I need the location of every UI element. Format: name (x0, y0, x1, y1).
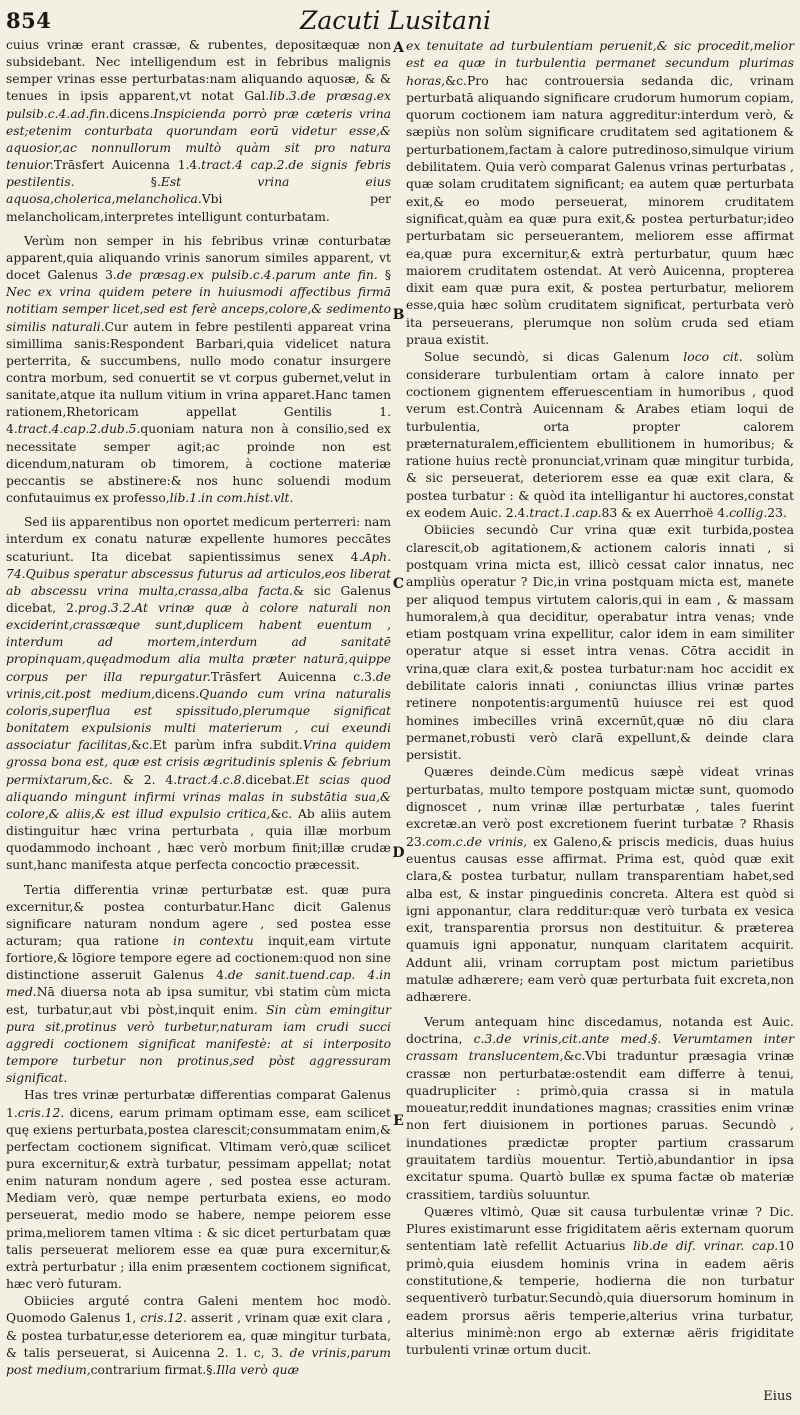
right-column-paragraph (406, 1203, 794, 1359)
text-run: §. (74, 175, 161, 190)
italic-citation: At vrinæ quæ à colore naturali non exciderint,crassæque sunt,duplicem habent euentum , interdum ad mortem,interdum ad sanitatē propinquam,quęadmodum alia multa præter naturā,quippe corpus per illa repurgatur. (6, 601, 391, 684)
text-run: & sic Galenus dicebat, 2. (6, 583, 391, 615)
text-run: Trāsfert Auicenna 1.4. (53, 158, 202, 173)
text-run: 10 primò,quia eiusdem hominis vrina in eadem aëris constitutione,& temperie, hodierna die non turbatur sequentiverò turbatur.Secundò,quia diuersorum hominum in eadem prorsus aëris temperie,alterius vrina turbatur, alterius minimè:non ergo ab externæ aëris frigiditate turbulenti vrinæ ortum ducit. (406, 1238, 794, 1358)
text-run: asserit , vrinam quæ exit clara , & postea turbatur,esse deteriorem ea, quæ mingitur turbata, & talis perseuerat, si Auicenna 2. 1. c, 3. (6, 1311, 391, 1360)
text-run: 23. (767, 505, 787, 521)
italic-citation: Est vrina eius aquosa,cholerica,melancholica. (6, 175, 392, 207)
italic-citation: Quando cum vrina naturalis coloris,superflua est spissitudo,plerumque significat bonitatem expulsionis multi materierum , cui exeundi associatur facilitas, (6, 686, 391, 753)
margin-letters (391, 0, 406, 1415)
text-run: Sed iis apparentibus non oportet medicum perterreri: nam interdum ex conatu naturæ expellente humores peccātes scaturiunt. Ita dicebat sapientissimus senex 4. (6, 515, 391, 564)
italic-citation: prog.3.2. (77, 601, 135, 615)
italic-citation: lib.de dif. vrinar. cap. (633, 1238, 779, 1254)
catchword: Eius (763, 1389, 792, 1404)
text-run: &c.Pro hac controuersia sedanda dic, vrinam perturbatā aliquando significare crudorum humorum copiam, quorum coctionem iam natura aggreditur:interdum verò, & sæpiùs non solùm significare cruditatem sed agitationem & perturbationem,factam à calore putredinoso,simulque virium debilitatem. Quia verò comparat Galenus vrinas perturbatas , quæ solam cruditatem significant; ea autem quæ perturbata exit,& eo modo perseuerat, minorem cruditatem significat,quàm ea quæ pura exit,& postea perturbatur;ideo perturbatam sic perseuerantem, meliorem esse affirmat ea,quæ pura excernitur,& extrà perturbatur, quum hæc maiorem cruditatem ostendat. At verò Auicenna, propterea dixit eam quæ pura exit, & postea perturbatur, meliorem esse,quia hæc solùm cruditatem significat, perturbata verò ita perseuerans, plerumque non solùm cruda sed etiam praua existit. (406, 72, 794, 348)
left-column-paragraph (6, 1293, 391, 1379)
italic-citation: de vrinis,cit.post medium, (6, 669, 391, 701)
italic-citation: tract.4 cap.2.de signis febris pestilentis. (6, 158, 391, 190)
italic-citation: Inspicienda porrò præ cæteris vrina est;etenim conturbata quorundam eorū videtur esse,& aquosior,ac nonnullorum multò quàm sit pro natura tenuior. (6, 106, 391, 173)
text-run: Verùm non semper in his febribus vrinæ conturbatæ apparent,quia aliquando vrinis sanorum similes apparent, vt docet Galenus 3. (6, 233, 391, 283)
italic-citation: Sin cùm emingitur pura sit,protinus verò turbetur,naturam iam crudi succi aggredi coctionem significat manifestè: at si interposito tempore turbetur non protinus,sed pòst aggressuram significat. (6, 1002, 391, 1086)
italic-citation: lib.1.in com.hist.vlt. (169, 491, 294, 506)
text-run: § (377, 268, 391, 283)
italic-citation: in contextu (173, 933, 254, 948)
italic-citation: Vrina quidem grossa bona est, quæ est crisis ægritudinis splenis & febrium permixtarum, (6, 738, 392, 787)
left-column-paragraph (6, 1087, 391, 1293)
italic-citation: c.3.de vrinis,cit.ante med.§. (473, 1030, 662, 1046)
text-run: &c. Ab aliis autem distinguitur hæc vrina perturbata , quia illæ morbum quodammodo inchoant , hæc verò morbum finit;illæ crudæ sunt,hanc manifesta atque perfecta concoctio præcessit. (6, 806, 391, 873)
italic-citation: ex tenuitate ad turbulentiam peruenit,& sic procedit,melior est ea quæ in turbulentia permanet secundum plurimas horas, (406, 38, 794, 88)
italic-citation: de sanit.tuend.cap. 4.in med. (6, 968, 391, 1000)
text-run: dicens. (155, 686, 200, 701)
margin-letter-e: E (393, 1113, 404, 1129)
text-run: Vbi per melancholicam,interpretes intelligunt conturbatam. (6, 192, 391, 224)
text-run: &c.Vbi traduntur præsagia vrinæ crassæ non perturbatæ:ostendit eam differre à tenui, quadrupliciter : primò,quia crassa si in matula moueatur,reddit inundationes magnas; crassities enim vrinæ non fert diuisionem in portiones paruas. Secundò , inundationes prædictæ propter partium crassarum grauitatem tardiùs mouentur. Tertiò,abundantior in ipsa excitatur spuma. Quartò bullæ ex spuma factæ ob materiæ crassitiem, tardiùs soluuntur. (406, 1048, 794, 1202)
italic-citation: de præsag.ex pulsib.c.4.parum ante fin. (116, 268, 378, 283)
italic-citation: tract.4.c.8. (177, 772, 246, 787)
italic-citation: de vrinis,parum post medium, (6, 1345, 391, 1377)
text-run: &c.Et parùm infra subdit. (131, 738, 303, 753)
margin-letter-c: C (392, 576, 405, 592)
page-number: 854 (6, 8, 52, 33)
left-column-paragraph (6, 882, 391, 1088)
text-run: Obiicies arguté contra Galeni mentem hoc modò. Quomodo Galenus 1, (6, 1294, 391, 1326)
text-run: Trāsfert Auicenna c.3. (210, 669, 376, 684)
text-run: ex Galeno,& priscis medicis, duas huius euentus causas esse affirmat. Prima est, quòd quæ exit clara,& postea turbatur, nullam transparentiam habet,sed alba est, & instar pinguedinis concreta. Altera est quòd si igni apponantur, clara redditur:quæ verò turbata ex vesica exit, transparentia prorsus non destituitur. & præterea quamuis igni apponatur, nunquam claritatem acquirit. Addunt alii, vrinam corruptam post mictum parietibus matulæ adhærere; eam verò quæ perturbata fuit excreta,non adhærere. (406, 833, 794, 1005)
italic-citation: cris.12. (17, 1105, 65, 1120)
text-run: dicens, earum primam optimam esse, eam scilicet quę exiens perturbata,postea clarescit;consummatam enim,& perfectam coctionem significat. Vltimam verò,quæ scilicet pura excernitur,& extrà turbatur, pessimam appellat; notat enim naturam nondum agere , sed postea esse acturam. Mediam verò, quæ nempe perturbata exiens, eo modo perseuerat, medio modo se habere, nempe peiorem esse prima,meliorem tamen vltima : & sic dicet perturbatam quæ talis perseuerat meliorem esse ea quæ pura excernitur,& extrà perturbatur ; illa enim præsentem coctionem significat, hæc verò futuram. (6, 1105, 391, 1292)
text-run: quoniam natura non à consilio,sed ex necessitate semper agit;ac proinde non est dicendum,naturam ob timorem, à coctione materiæ peccantis se abstinere:& nos hunc soluendi modum confutauimus ex professo, (6, 422, 391, 506)
text-run: solùm considerare turbulentiam ortam à calore innato per coctionem gignentem efferuescentiam in humoribus , quod verum est.Contrà Auicennam & Arabes etiam loqui de turbulentia, orta propter calorem præternaturalem,efficientem ebullitionem in humoribus; & ratione huius rectè pronunciat,vrinam quæ mingitur turbida, & sic perseuerat, deteriorem esse ea quæ exit clara, & postea turbatur : & quòd ita intelligantur hi auctores,constat ex eodem Auic. 2.4. (406, 349, 794, 521)
italic-citation: com.c.de vrinis, (425, 833, 528, 849)
left-column-paragraph (6, 514, 391, 874)
text-run: 83 & ex Auerrhoë 4. (601, 505, 730, 521)
italic-citation: Et scias quod aliquando mingunt infirmi vrinas malas in substātia sua,& colore,& aliis,& est illud expulsio critica, (6, 772, 391, 821)
right-column-paragraph (406, 1013, 794, 1203)
left-column-paragraph (6, 37, 391, 226)
running-head: Zacuti Lusitani (300, 6, 491, 35)
text-run: cuius vrinæ erant crassæ, & rubentes, depositæquæ non subsidebant. Nec intelligendum est in febribus malignis semper vrinas esse perturbatas:nam aliquando aquosæ, & & tenues in ipsis apparent,vt notat Gal. (6, 38, 391, 104)
text-run: Cur autem in febre pestilenti appareat vrina simillima sanis:Respondent Barbari,quia videlicet natura perterrita, & succumbens, nullo modo conatur insurgere contra morbum, sed conuertit se vt corpus gubernet,velut in sanitate,atque ita nullum vitium in vrina apparet.Hanc tamen rationem,Rhetoricam appellat Gentilis 1. 4. (6, 319, 391, 437)
italic-citation: Nec ex vrina quidem petere in huiusmodi affectibus firmā notitiam semper licet,sed est ferè anceps,colore,& sedimento similis naturali. (6, 285, 391, 334)
italic-citation: tract.4.cap.2.dub.5. (17, 422, 141, 437)
text-run: dicens. (109, 106, 154, 121)
italic-citation: cris.12. (140, 1311, 187, 1326)
italic-citation: loco cit. (683, 349, 743, 365)
text-run: Quæres deinde.Cùm medicus sæpè videat vrinas perturbatas, multo tempore postquam mictæ sunt, quomodo dignoscet , num vrinæ illæ perturbatæ , tales fuerint excretæ.an verò post excretionem fuerint turbatæ ? Rhasis 23. (406, 764, 794, 849)
left-column-paragraph (6, 233, 391, 508)
italic-citation: tract.1.cap. (529, 505, 602, 521)
text-run: inquit,eam virtute fortiore,& lōgiore tempore egere ad coctionem:quod non sine distinctione asseruit Galenus 4. (6, 933, 391, 983)
text-run: Verum antequam hinc discedamus, notanda est Auic. doctrina, (406, 1013, 794, 1046)
text-run: Quæres vltimò, Quæ sit causa turbulentæ vrinæ ? Dic. Plures existimarunt esse frigiditatem aëris externam quorum sententiam latè refellit Actuarius (406, 1203, 794, 1254)
right-column (406, 37, 794, 1359)
italic-citation: Quibus speratur abscessus futurus ad articulos,eos liberat ab abscessu vrina multa,crassa,alba facta. (6, 566, 391, 598)
left-column (6, 37, 391, 1379)
right-column-paragraph (406, 763, 794, 1005)
text-run: contrarium firmat.§. (90, 1362, 217, 1377)
italic-citation: lib.3.de præsag.ex pulsib.c.4.ad.fin. (6, 89, 391, 121)
margin-letter-a: A (393, 40, 404, 56)
right-column-paragraph (406, 37, 794, 348)
right-column-paragraph (406, 521, 794, 763)
italic-citation: Illa verò quæ (216, 1362, 300, 1377)
italic-citation: collig. (729, 505, 768, 521)
italic-citation: Aph. 74. (6, 549, 391, 581)
text-run: Solue secundò, si dicas Galenum (424, 349, 684, 365)
text-run: Obiicies secundò Cur vrina quæ exit turbida,postea clarescit,ob agitationem,& actionem caloris innati , si postquam vrina micta est, illicò cessat calor innatus, nec ampliùs operatur ? Dic,in vrina postquam micta est, manete per aliquod tempus virtutem caloris,qui in eam , & massam humoralem,à qua deciditur, operabatur intra venas; vnde etiam postquam vrina expellitur, calor idem in eam similiter operatur atque si esset intra venas. Cōtra accidit in vrina,quæ clara exit,& postea turbatur:nam hoc accidit ex debilitate caloris innati , coniunctas illius vrinæ partes retinere nonpotentis:argumentū huiusce rei est quod homines imbecilles vrinā excernūt,quæ nō diu clara permanet,robusti verò clarā expellunt,& deinde clara persistit. (406, 522, 794, 763)
text-run: dicebat. (245, 772, 296, 787)
right-column-paragraph (406, 348, 794, 521)
text-run: Nā diuersa nota ab ipsa sumitur, vbi statim cùm micta est, turbatur,aut vbi pòst,inquit enim. (6, 985, 391, 1017)
italic-citation: Verumtamen inter crassam translucentem, (406, 1030, 794, 1064)
text-run: &c. & 2. 4. (91, 772, 178, 787)
margin-letter-b: B (392, 307, 405, 323)
text-run: Tertia differentia vrinæ perturbatæ est. quæ pura excernitur,& postea conturbatur.Hanc dicit Galenus significare naturam nondum agere , sed postea esse acturam; qua ratione (6, 882, 391, 948)
margin-letter-d: D (392, 845, 405, 861)
text-run: Has tres vrinæ perturbatæ differentias comparat Galenus 1. (6, 1088, 391, 1120)
